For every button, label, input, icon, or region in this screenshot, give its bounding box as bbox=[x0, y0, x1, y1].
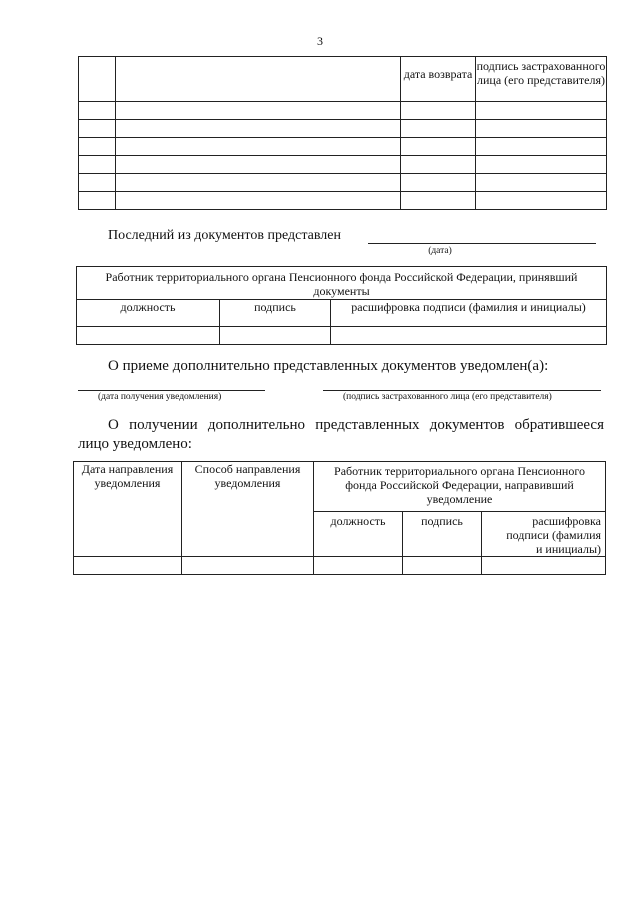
notice-received-text: О приеме дополнительно представленных документов уведомлен(а): bbox=[108, 358, 549, 374]
table-row bbox=[79, 156, 607, 174]
signature-header: подпись застрахованного лица (его представителя) bbox=[476, 57, 607, 102]
date-caption: (дата) bbox=[428, 246, 452, 256]
table-row bbox=[79, 102, 607, 120]
date-line bbox=[368, 243, 596, 244]
table-row bbox=[79, 192, 607, 210]
notice-date-caption: (дата получения уведомления) bbox=[98, 392, 222, 402]
table-row bbox=[74, 557, 606, 575]
notice-signature-caption: (подпись застрахованного лица (его представителя) bbox=[343, 392, 552, 402]
signature-decoding-header: расшифровка подписи (фамилия и инициалы) bbox=[331, 300, 607, 327]
table-row bbox=[77, 327, 607, 345]
notification-table bbox=[73, 461, 606, 575]
position-header: должность bbox=[314, 512, 403, 557]
table-cell bbox=[79, 57, 116, 102]
table-row bbox=[79, 120, 607, 138]
notice-date-line bbox=[78, 390, 265, 391]
documents-table bbox=[78, 56, 607, 210]
notification-method-header: Способ направления уведомления bbox=[182, 462, 314, 557]
signature-header: подпись bbox=[403, 512, 482, 557]
receiver-table bbox=[76, 266, 607, 345]
sender-title: Работник территориального органа Пенсионного фонда Российской Федерации, направивший уведомление bbox=[314, 462, 606, 512]
return-date-header: дата возврата bbox=[401, 57, 476, 102]
table-cell bbox=[116, 57, 401, 102]
notice-sent-text: О получении дополнительно представленных документов обратившееся лицо уведомлено: bbox=[78, 417, 604, 452]
receiver-title: Работник территориального органа Пенсионного фонда Российской Федерации, принявший документы bbox=[77, 267, 607, 300]
position-header: должность bbox=[77, 300, 220, 327]
notification-date-header: Дата направления уведомления bbox=[74, 462, 182, 557]
page-number: 3 bbox=[317, 34, 323, 48]
signature-decoding-header: расшифровка подписи (фамилия и инициалы) bbox=[482, 512, 606, 557]
table-row bbox=[79, 174, 607, 192]
table-row bbox=[79, 138, 607, 156]
notice-signature-line bbox=[323, 390, 601, 391]
signature-header: подпись bbox=[220, 300, 331, 327]
last-document-label: Последний из документов представлен bbox=[108, 228, 341, 243]
